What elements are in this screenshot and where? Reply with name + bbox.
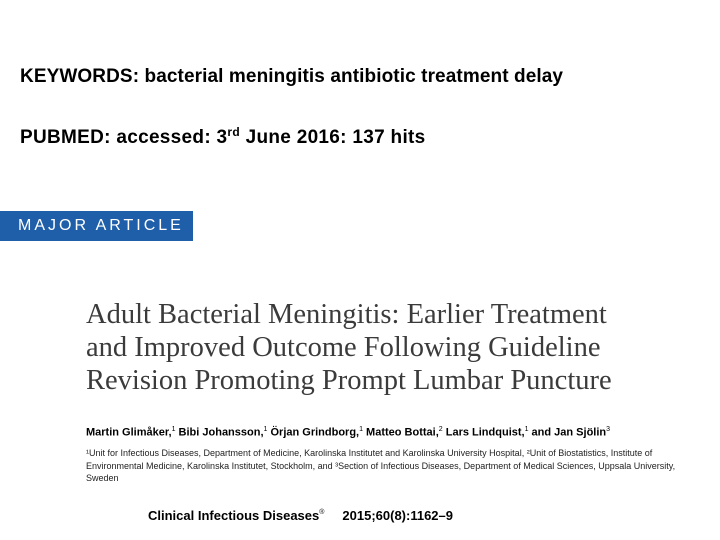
- author-name: Matteo Bottai,: [363, 426, 439, 439]
- author-name: Lars Lindquist,: [442, 426, 525, 439]
- citation-reference: 2015;60(8):1162–9: [342, 508, 453, 523]
- author-name: Örjan Grindborg,: [267, 426, 360, 439]
- article-title: [86, 298, 686, 397]
- author-affiliation-sup: 2: [438, 426, 443, 433]
- affiliation-line: Environmental Medicine, Karolinska Institutet, Stockholm, and ³Section of Infectious Diseases, Department of Medical Sciences, Uppsala University,: [86, 460, 676, 471]
- major-article-banner: [0, 211, 193, 241]
- pubmed-prefix: PUBMED: accessed: 3: [20, 127, 228, 148]
- article-title-line: Adult Bacterial Meningitis: Earlier Treatment: [86, 299, 607, 330]
- author-name: Martin Glimåker,: [86, 426, 172, 439]
- pubmed-suffix: June 2016: 137 hits: [240, 127, 426, 148]
- journal-name: Clinical Infectious Diseases: [148, 508, 320, 523]
- article-title-line: and Improved Outcome Following Guideline: [86, 332, 601, 363]
- article-title-line: Revision Promoting Prompt Lumbar Puncture: [86, 365, 612, 396]
- affiliation-line: ¹Unit for Infectious Diseases, Department of Medicine, Karolinska Institutet and Karolinska University Hospital, ²Unit of Biostatistics, Institute of: [86, 448, 653, 458]
- author-affiliation-sup: 1: [524, 426, 529, 433]
- pubmed-ordinal-sup: rd: [227, 125, 240, 139]
- keywords-line: KEYWORDS: bacterial meningitis antibiotic treatment delay: [20, 66, 564, 87]
- journal-citation: [148, 508, 453, 523]
- major-article-label: MAJOR ARTICLE: [18, 217, 184, 234]
- author-affiliation-sup: 3: [606, 426, 611, 433]
- author-affiliation-sup: 1: [171, 426, 176, 433]
- affiliations: [86, 447, 696, 485]
- author-affiliation-sup: 1: [359, 426, 363, 433]
- affiliation-line: Sweden: [86, 473, 119, 483]
- author-name: and Jan Sjölin: [528, 426, 607, 439]
- registered-mark: ®: [319, 509, 325, 516]
- author-affiliation-sup: 1: [263, 426, 268, 433]
- author-name: Bibi Johansson,: [175, 426, 264, 439]
- author-list: [86, 426, 610, 439]
- pubmed-line: [20, 125, 426, 149]
